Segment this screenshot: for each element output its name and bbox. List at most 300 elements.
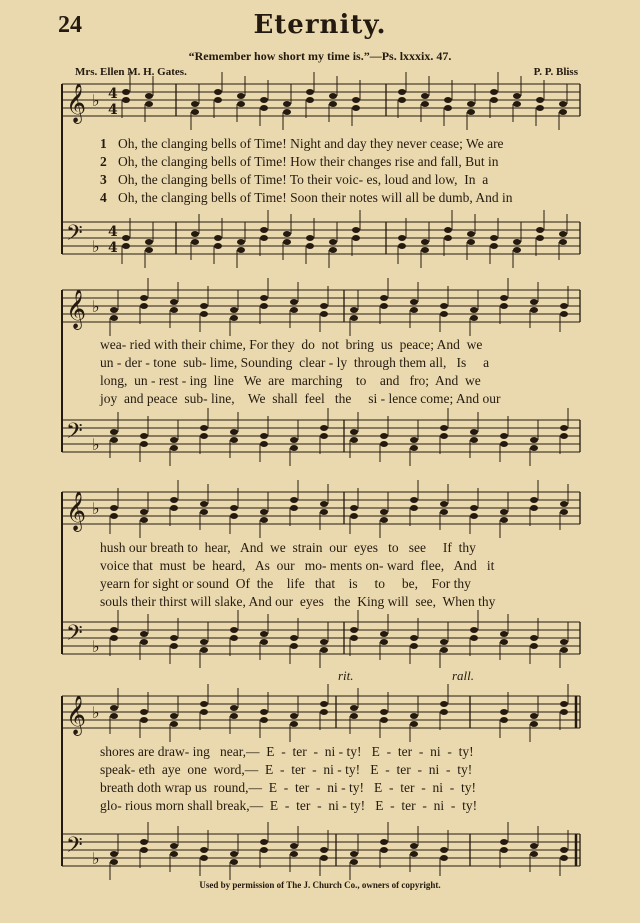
note-head: [440, 709, 448, 715]
note-head: [170, 721, 178, 727]
note-head: [290, 445, 298, 451]
note-head: [444, 235, 452, 241]
bass-clef-icon: 𝄢: [66, 621, 83, 651]
note-head: [260, 839, 268, 845]
note-head: [122, 97, 130, 103]
note-head: [260, 709, 268, 715]
flat-sign-icon: ♭: [92, 435, 100, 454]
note-head: [140, 839, 148, 845]
note-head: [560, 501, 568, 507]
ritardando-marking: rit.: [338, 668, 354, 683]
note-head: [145, 101, 153, 107]
note-head: [536, 105, 544, 111]
rallentando-marking: rall.: [452, 668, 475, 683]
note-head: [230, 705, 238, 711]
note-head: [380, 839, 388, 845]
note-head: [260, 441, 268, 447]
note-head: [350, 437, 358, 443]
note-head: [410, 643, 418, 649]
note-head: [398, 89, 406, 95]
note-head: [530, 307, 538, 313]
note-head: [145, 247, 153, 253]
note-head: [214, 243, 222, 249]
note-head: [200, 425, 208, 431]
verse-number: 2: [100, 154, 107, 169]
note-head: [470, 307, 478, 313]
note-head: [350, 627, 358, 633]
note-head: [230, 505, 238, 511]
note-head: [329, 247, 337, 253]
note-head: [110, 705, 118, 711]
note-head: [320, 425, 328, 431]
lyric-line: souls their thirst will slake, And our eyes the King will see, When thy: [100, 594, 496, 609]
note-head: [410, 307, 418, 313]
note-head: [536, 235, 544, 241]
note-head: [500, 847, 508, 853]
note-head: [230, 437, 238, 443]
note-head: [559, 101, 567, 107]
note-head: [536, 227, 544, 233]
note-head: [306, 243, 314, 249]
note-head: [410, 445, 418, 451]
treble-clef-icon: 𝄞: [66, 695, 87, 735]
note-head: [467, 239, 475, 245]
note-head: [110, 859, 118, 865]
note-head: [560, 709, 568, 715]
note-head: [380, 717, 388, 723]
note-head: [200, 647, 208, 653]
note-head: [530, 643, 538, 649]
note-head: [110, 513, 118, 519]
note-head: [230, 315, 238, 321]
note-head: [320, 509, 328, 515]
note-head: [467, 231, 475, 237]
note-head: [536, 97, 544, 103]
note-head: [145, 239, 153, 245]
note-head: [530, 721, 538, 727]
note-head: [290, 497, 298, 503]
note-head: [440, 847, 448, 853]
note-head: [530, 843, 538, 849]
note-head: [350, 315, 358, 321]
treble-clef-icon: 𝄞: [66, 289, 87, 329]
note-head: [410, 843, 418, 849]
lyric-line: un - der - tone sub- lime, Sounding clear - ly through them all, Is a: [100, 355, 490, 370]
note-head: [260, 639, 268, 645]
note-head: [110, 627, 118, 633]
note-head: [380, 631, 388, 637]
note-head: [230, 635, 238, 641]
note-head: [513, 239, 521, 245]
note-head: [290, 643, 298, 649]
hymn-title: Eternity.: [253, 10, 387, 40]
note-head: [170, 851, 178, 857]
note-head: [200, 701, 208, 707]
flat-sign-icon: ♭: [92, 499, 100, 518]
note-head: [380, 847, 388, 853]
note-head: [513, 101, 521, 107]
note-head: [500, 517, 508, 523]
note-head: [440, 303, 448, 309]
note-head: [444, 227, 452, 233]
note-head: [560, 433, 568, 439]
lyric-line: yearn for sight or sound Of the life that is to be, For thy: [100, 576, 471, 591]
note-head: [410, 497, 418, 503]
note-head: [560, 509, 568, 515]
note-head: [380, 709, 388, 715]
verse-number: 3: [100, 172, 107, 187]
note-head: [200, 311, 208, 317]
note-head: [440, 425, 448, 431]
note-head: [140, 847, 148, 853]
note-head: [380, 517, 388, 523]
lyric-line: wea- ried with their chime, For they do not bring us peace; And we: [100, 337, 483, 352]
bass-clef-icon: 𝄢: [66, 221, 83, 251]
note-head: [214, 97, 222, 103]
note-head: [513, 247, 521, 253]
note-head: [110, 429, 118, 435]
lyric-line: Oh, the clanging bells of Time! How their changes rise and fall, But in: [118, 154, 499, 169]
composer-credit: P. P. Bliss: [533, 66, 578, 78]
note-head: [290, 721, 298, 727]
note-head: [283, 109, 291, 115]
lyric-line: breath doth wrap us round,— E - ter - ni - ty! E - ter - ni - ty!: [100, 780, 477, 795]
note-head: [559, 239, 567, 245]
note-head: [410, 505, 418, 511]
lyric-line: voice that must be heard, As our mo- ments on- ward flee, And it: [100, 558, 495, 573]
note-head: [260, 631, 268, 637]
note-head: [283, 239, 291, 245]
note-head: [140, 295, 148, 301]
note-head: [352, 97, 360, 103]
note-head: [329, 93, 337, 99]
note-head: [140, 509, 148, 515]
note-head: [260, 303, 268, 309]
note-head: [191, 101, 199, 107]
note-head: [500, 303, 508, 309]
note-head: [440, 701, 448, 707]
note-head: [170, 843, 178, 849]
note-head: [191, 109, 199, 115]
note-head: [350, 859, 358, 865]
note-head: [230, 713, 238, 719]
note-head: [410, 437, 418, 443]
note-head: [290, 713, 298, 719]
note-head: [440, 501, 448, 507]
note-head: [380, 295, 388, 301]
note-head: [260, 509, 268, 515]
note-head: [350, 513, 358, 519]
note-head: [140, 441, 148, 447]
note-head: [444, 105, 452, 111]
note-head: [410, 721, 418, 727]
note-head: [352, 105, 360, 111]
note-head: [110, 307, 118, 313]
note-head: [352, 227, 360, 233]
note-head: [140, 709, 148, 715]
note-head: [200, 639, 208, 645]
note-head: [170, 497, 178, 503]
note-head: [470, 315, 478, 321]
note-head: [200, 847, 208, 853]
note-head: [200, 501, 208, 507]
note-head: [500, 631, 508, 637]
bass-clef-icon: 𝄢: [66, 419, 83, 449]
note-head: [560, 425, 568, 431]
note-head: [145, 93, 153, 99]
note-head: [260, 433, 268, 439]
note-head: [290, 307, 298, 313]
note-head: [490, 243, 498, 249]
note-head: [440, 647, 448, 653]
note-head: [470, 513, 478, 519]
note-head: [290, 843, 298, 849]
note-head: [260, 517, 268, 523]
note-head: [230, 851, 238, 857]
note-head: [560, 303, 568, 309]
note-head: [260, 235, 268, 241]
note-head: [559, 231, 567, 237]
note-head: [530, 445, 538, 451]
note-head: [530, 299, 538, 305]
flat-sign-icon: ♭: [92, 703, 100, 722]
note-head: [320, 433, 328, 439]
note-head: [410, 299, 418, 305]
lyric-line: hush our breath to hear, And we strain our eyes to see If thy: [100, 540, 476, 555]
time-signature: 4: [108, 86, 118, 102]
note-head: [467, 109, 475, 115]
note-head: [380, 303, 388, 309]
note-head: [260, 97, 268, 103]
time-signature: 4: [108, 102, 118, 118]
note-head: [110, 713, 118, 719]
note-head: [260, 105, 268, 111]
bass-clef-icon: 𝄢: [66, 833, 83, 863]
flat-sign-icon: ♭: [92, 297, 100, 316]
note-head: [530, 505, 538, 511]
note-head: [191, 239, 199, 245]
note-head: [140, 717, 148, 723]
note-head: [191, 231, 199, 237]
note-head: [320, 647, 328, 653]
note-head: [320, 303, 328, 309]
note-head: [320, 639, 328, 645]
note-head: [122, 235, 130, 241]
note-head: [170, 505, 178, 511]
note-head: [398, 243, 406, 249]
note-head: [410, 713, 418, 719]
note-head: [200, 303, 208, 309]
note-head: [421, 239, 429, 245]
epigraph: “Remember how short my time is.”—Ps. lxxxix. 47.: [188, 49, 452, 63]
note-head: [237, 247, 245, 253]
note-head: [260, 227, 268, 233]
note-head: [500, 295, 508, 301]
note-head: [421, 93, 429, 99]
note-head: [320, 709, 328, 715]
note-head: [560, 647, 568, 653]
note-head: [329, 101, 337, 107]
note-head: [560, 311, 568, 317]
note-head: [200, 709, 208, 715]
note-head: [290, 851, 298, 857]
treble-clef-icon: 𝄞: [66, 491, 87, 531]
note-head: [200, 855, 208, 861]
note-head: [470, 437, 478, 443]
note-head: [440, 433, 448, 439]
note-head: [500, 717, 508, 723]
note-head: [398, 97, 406, 103]
lyric-line: Oh, the clanging bells of Time! Night and day they never cease; We are: [118, 136, 504, 151]
note-head: [500, 709, 508, 715]
note-head: [283, 231, 291, 237]
note-head: [230, 513, 238, 519]
note-head: [350, 429, 358, 435]
note-head: [470, 635, 478, 641]
note-head: [470, 627, 478, 633]
note-head: [500, 839, 508, 845]
note-head: [320, 847, 328, 853]
note-head: [350, 705, 358, 711]
note-head: [290, 505, 298, 511]
note-head: [380, 433, 388, 439]
note-head: [421, 247, 429, 253]
flat-sign-icon: ♭: [92, 91, 100, 110]
note-head: [421, 101, 429, 107]
note-head: [214, 235, 222, 241]
note-head: [410, 851, 418, 857]
note-head: [110, 635, 118, 641]
lyric-line: joy and peace sub- line, We shall feel the si - lence come; And our: [100, 391, 501, 406]
note-head: [559, 109, 567, 115]
note-head: [350, 713, 358, 719]
note-head: [110, 437, 118, 443]
note-head: [122, 89, 130, 95]
note-head: [170, 713, 178, 719]
note-head: [110, 505, 118, 511]
note-head: [440, 855, 448, 861]
note-head: [237, 101, 245, 107]
note-head: [530, 713, 538, 719]
note-head: [500, 433, 508, 439]
note-head: [320, 311, 328, 317]
note-head: [350, 505, 358, 511]
note-head: [410, 635, 418, 641]
note-head: [352, 235, 360, 241]
author-credit: Mrs. Ellen M. H. Gates.: [75, 66, 187, 78]
verse-number: 4: [100, 190, 107, 205]
note-head: [290, 635, 298, 641]
note-head: [140, 631, 148, 637]
note-head: [140, 517, 148, 523]
note-head: [560, 855, 568, 861]
note-head: [200, 433, 208, 439]
note-head: [470, 429, 478, 435]
note-head: [490, 89, 498, 95]
note-head: [200, 509, 208, 515]
lyric-line: long, un - rest - ing line We are marching to and fro; And we: [100, 373, 481, 388]
note-head: [170, 437, 178, 443]
note-head: [237, 93, 245, 99]
time-signature: 4: [108, 224, 118, 240]
note-head: [490, 235, 498, 241]
note-head: [140, 433, 148, 439]
note-head: [398, 235, 406, 241]
lyric-line: glo- rious morn shall break,— E - ter - ni - ty! E - ter - ni - ty!: [100, 798, 478, 813]
note-head: [283, 101, 291, 107]
note-head: [500, 639, 508, 645]
lyric-line: Oh, the clanging bells of Time! Soon their notes will all be dumb, And in: [118, 190, 513, 205]
note-head: [170, 643, 178, 649]
note-head: [170, 445, 178, 451]
treble-clef-icon: 𝄞: [66, 83, 87, 123]
note-head: [440, 311, 448, 317]
note-head: [440, 639, 448, 645]
note-head: [306, 89, 314, 95]
note-head: [530, 497, 538, 503]
note-head: [500, 441, 508, 447]
note-head: [440, 509, 448, 515]
note-head: [320, 855, 328, 861]
note-head: [306, 97, 314, 103]
note-head: [230, 859, 238, 865]
time-signature: 4: [108, 240, 118, 256]
note-head: [560, 639, 568, 645]
flat-sign-icon: ♭: [92, 637, 100, 656]
note-head: [320, 501, 328, 507]
note-head: [260, 717, 268, 723]
note-head: [140, 303, 148, 309]
lyric-line: speak- eth aye one word,— E - ter - ni - ty! E - ter - ni - ty!: [100, 762, 473, 777]
note-head: [329, 239, 337, 245]
verse-number: 1: [100, 136, 107, 151]
note-head: [290, 299, 298, 305]
note-head: [237, 239, 245, 245]
note-head: [110, 851, 118, 857]
note-head: [230, 429, 238, 435]
note-head: [444, 97, 452, 103]
note-head: [260, 847, 268, 853]
note-head: [560, 847, 568, 853]
note-head: [170, 299, 178, 305]
note-head: [230, 307, 238, 313]
note-head: [380, 509, 388, 515]
note-head: [490, 97, 498, 103]
note-head: [260, 295, 268, 301]
note-head: [500, 509, 508, 515]
note-head: [380, 639, 388, 645]
note-head: [290, 437, 298, 443]
note-head: [306, 235, 314, 241]
copyright-credit: Used by permission of The J. Church Co., owners of copyright.: [199, 880, 441, 890]
note-head: [513, 93, 521, 99]
note-head: [350, 635, 358, 641]
note-head: [530, 635, 538, 641]
flat-sign-icon: ♭: [92, 849, 100, 868]
note-head: [350, 851, 358, 857]
note-head: [530, 851, 538, 857]
note-head: [214, 89, 222, 95]
note-head: [350, 307, 358, 313]
note-head: [230, 627, 238, 633]
note-head: [380, 441, 388, 447]
note-head: [470, 505, 478, 511]
lyric-line: shores are draw- ing near,— E - ter - ni - ty! E - ter - ni - ty!: [100, 744, 474, 759]
note-head: [170, 635, 178, 641]
note-head: [560, 701, 568, 707]
note-head: [110, 315, 118, 321]
page-number: 24: [58, 12, 82, 38]
